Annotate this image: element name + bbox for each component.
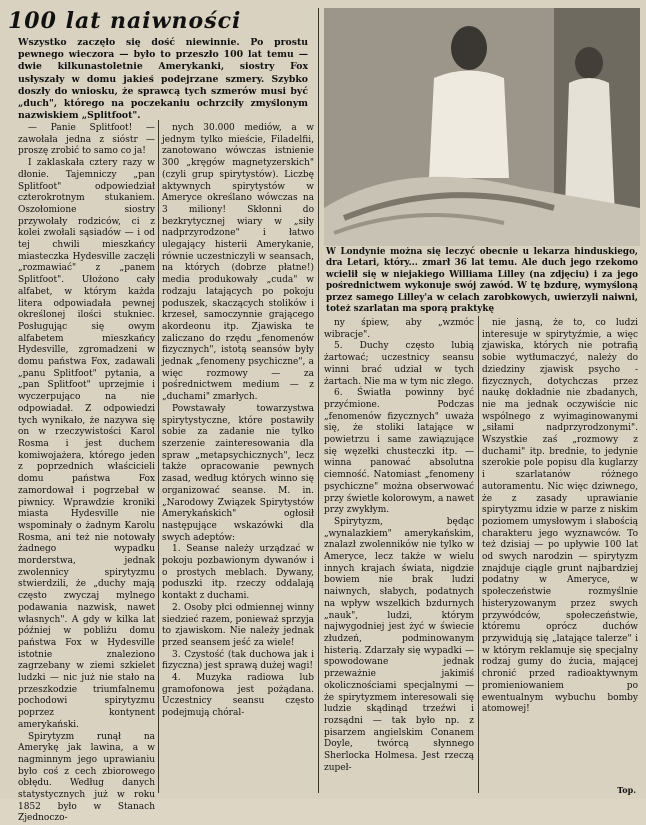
paragraph: 3. Czystość (tak duchowa jak i fizyczna) jest sprawą dużej wagi! [162, 649, 314, 672]
author-signature: Top. [617, 785, 636, 795]
paragraph: nych 30.000 mediów, a w jednym tylko mieście, Filadelfii, zanotowano wówczas istnienie 300 „kręgów magnetyzerskich" (czyli grup spirytystów). Liczbę aktywnych spirytystów w Ameryce określano wówczas na 3 miliony! Skłonni do bezkrytycznej wiary w „siły nadprzyrodzone" i łatwo ulegający histerii Amerykanie, równie uczestniczyli w seansach, na których (dobrze płatne!) media produkowały „cuda" w rodzaju latających po pokoju poduszek, skaczących stolików i krzeseł, samoczynnie grającego akordeonu itp. Zjawiska te zaliczano do rzędu „fenomenów fizycznych", istotą seansów były jednak „fenomeny psychiczne", a więc rozmowy — za pośrednictwem medium — z „duchami" zmarłych. [162, 123, 314, 403]
paragraph: 2. Osoby płci odmiennej winny siedzieć razem, ponieważ sprzyja to zjawiskom. Nie należy jednak przed seansem jeść za wiele! [162, 602, 314, 648]
column-2 [162, 123, 314, 793]
photo-healer [324, 8, 640, 246]
paragraph: 5. Duchy często lubią żartować; uczestnicy seansu winni brać udział w tych żartach. Nie ma w tym nic złego. [324, 341, 474, 387]
column-1 [18, 123, 155, 824]
column-divider [478, 316, 479, 793]
column-divider [158, 120, 159, 793]
article-lead: Wszystko zaczęło się dość niewinnie. Po prostu pewnego wieczora — było to przeszło 100 lat temu — dwie kilkunastoletnie Amerykanki, siostry Fox usłyszały w domu jakieś podejrzane szmery. Szybko doszły do wniosku, że sprawcą tych szmerów musi być „duch", którego na poczekaniu ochrzciły zmyślonym nazwiskiem „Splitfoot". [18, 37, 308, 122]
column-4 [482, 318, 638, 778]
column-3 [324, 318, 474, 793]
article-title: 100 lat naiwności [8, 8, 242, 34]
column-divider [318, 8, 319, 793]
paragraph: ny śpiew, aby „wzmóc wibracje". [324, 318, 474, 340]
paragraph: Spirytyzm runął na Amerykę jak lawina, a w nagminnym jego uprawianiu było coś z cech zbiorowego obłędu. Według danych statystycznych już w roku 1852 było w Stanach Zjednoczo- [18, 731, 155, 824]
paragraph: 1. Seanse należy urządzać w pokoju pozbawionym dywanów i o prostych meblach. Dywany, poduszki itp. rzeczy oddalają kontakt z duchami. [162, 544, 314, 602]
paragraph: Powstawały towarzystwa spirytystyczne, które postawiły sobie za zadanie nie tylko szerzenie zainteresowania dla spraw „metapsychicznych", lecz także opracowanie pewnych zasad, według których winno się organizować seanse. M. in. „Narodowy Związek Spirytystów Amerykańskich" ogłosił następujące wskazówki dla swych adeptów: [162, 403, 314, 543]
paragraph: 6. Światła powinny być przyćmione. Podczas „fenomenów fizycznych" uważa się, że stoliki latające w powietrzu i same zawiązujące się węzełki chusteczki itp. — winna panować absolutna ciemność. Natomiast „fenomeny psychiczne" można obserwować przy świetle kolorowym, a nawet przy zwykłym. [324, 388, 474, 516]
paragraph: — Panie Splitfoot! — zawołała jedna z sióstr — proszę zrobić to samo co ja! [18, 123, 155, 157]
paragraph: I zaklaskała cztery razy w dłonie. Tajemniczy „pan Splitfoot" odpowiedział czterokrotnym stukaniem. Oszołomione siostry przywołały rodziców, ci z kolei zwołali sąsiadów — i od tej chwili mieszkańcy miasteczka Hydesville zaczęli „rozmawiać" z „panem Splitfoot". Ułożono cały alfabet, w którym każda litera odpowiadała pewnej określonej ilości stukniec. Posługując się owym alfabetem mieszkańcy Hydesville, zgromadzeni w domu państwa Fox, zadawali „panu Splitfoot" pytania, a „pan Splitfoot" uprzejmie i wyczerpująco na nie odpowiadał. Z odpowiedzi tych wynikało, że nazywa się on w rzeczywistości Karol Rosma i jest duchem komiwojażera, którego jeden z poprzednich właścicieli domu państwa Fox zamordował i pogrzebał w piwnicy. Wprawdzie kroniki miasta Hydesville nie wspominały o żadnym Karolu Rosma, ani też nie notowały żadnego wypadku morderstwa, jednak zwolennicy spirytyzmu stwierdzili, że „duchy mają często zwyczaj mylnego podawania nazwisk, nawet własnych". A gdy w kilka lat później w pobliżu domu państwa Fox w Hydesville istotnie znaleziono zagrzebany w ziemi szkielet ludzki — nic już nie stało na przeszkodzie triumfalnemu pochodowi spirytyzmu poprzez kontynent amerykański. [18, 158, 155, 730]
paragraph: 4. Muzyka radiowa lub gramofonowa jest pożądana. Uczestnicy seansu często podejmują chóral- [162, 673, 314, 719]
photo-image [324, 8, 640, 246]
photo-caption: W Londynie można się leczyć obecnie u lekarza hinduskiego, dra Letari, który... zmarł 36 lat temu. Ale duch jego rzekomo wcielił się w niejakiego Williama Lilley (na zdjęciu) i za jego pośrednictwem wykonuje swój zawód. W tę bzdurę, wymyśloną przez samego Lilley'a w celach zarobkowych, uwierzyli naiwni, toteż szarlatan ma sporą praktykę [326, 247, 638, 315]
paragraph: nie jasną, że to, co ludzi interesuje w spirytyźmie, a więc zjawiska, których nie potrafią sobie wytłumaczyć, należy do dziedziny zjawisk psycho - fizycznych, dotychczas przez naukę dokładnie nie zbadanych, nie ma jednak oczywiście nic wspólnego z wyimaginowanymi „siłami nadprzyrodzonymi". Wszystkie zaś „rozmowy z duchami" itp. bredniе, to jedynie szerokie pole popisu dla kuglarzy i szarlatanów różnego autoramentu. Nic więc dziwnego, że z zasady uprawianie spirytyzmu idzie w parze z niskim poziomem umysłowym i słabością charakteru jego wyznawców. To też dzisiaj — po upływie 100 lat od swych narodzin — spirytyzm znajduje ciągle grunt najbardziej podatny w Ameryce, w społeczeństwie rozmyślnie histeryzowanym przez swych przywódców, społeczeństwie, któremu oprócz duchów przywidują się „latające talerze" i w którym reklamuje się specjalny rodzaj gumy do żucia, mającej chronić przed radioaktywnym promieniowaniem po ewentualnym wybuchu bomby atomowej! [482, 318, 638, 715]
paragraph: Spirytyzm, będąc „wynalazkiem" amerykańskim, znalazł zwolenników nie tylko w Ameryce, lecz także w wielu innych krajach świata, nigdzie bowiem nie brak ludzi naiwnych, słabych, podatnych na wpływ wszelkich bzdurnych „nauk", ludzi, którym najwygodniej jest żyć w świecie złudzeń, podminowanym histerią. Zdarzały się wypadki — spowodowane jednak przeważnie jakimiś okolicznościami specjalnymi — że spirytyzmem interesowali się ludzie skądinąd trzeźwi i rozsądni — tak było np. z pisarzem angielskim Conanem Doyle, twórcą słynnego Sherlocka Holmesa. Jest rzeczą zupeł- [324, 516, 474, 773]
